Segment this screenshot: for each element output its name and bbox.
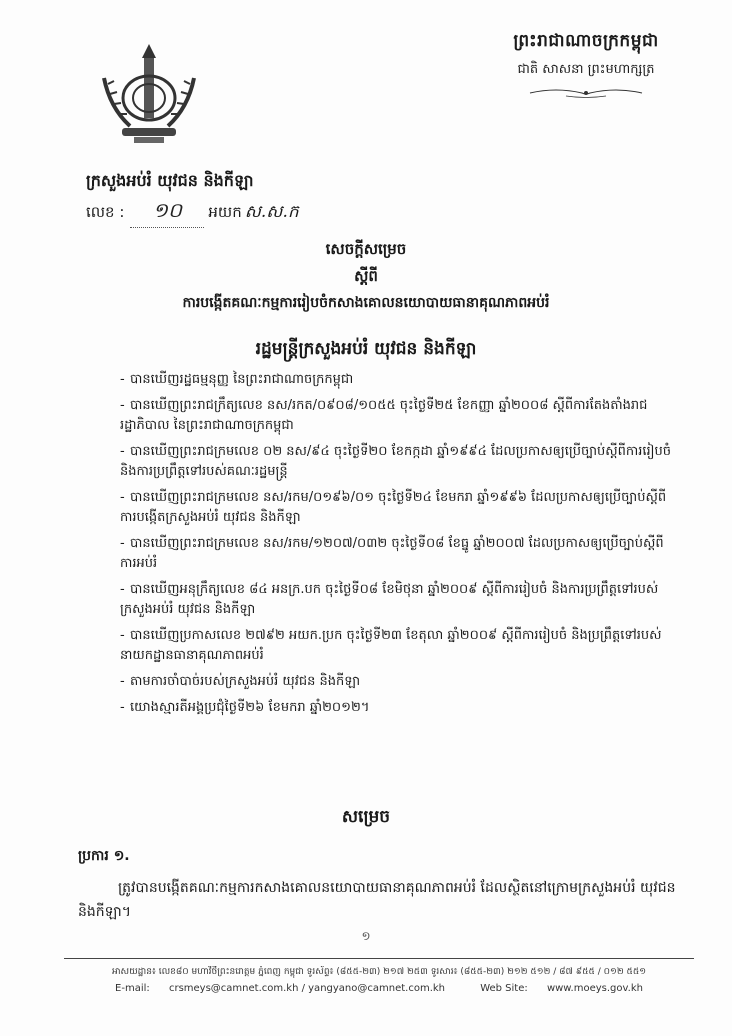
- national-motto: ជាតិ សាសនា ព្រះមហាក្សត្រ: [517, 62, 655, 77]
- footer-divider: [64, 958, 694, 959]
- list-item: - យោងស្មារតីអង្គប្រជុំថ្ងៃទី២៦ ខែមករា ឆ្នាំ២០១២។: [120, 700, 370, 715]
- website-link[interactable]: www.moeys.gov.kh: [546, 983, 643, 994]
- list-item: - បានឃើញព្រះរាជក្រមលេខ នស/រកម/០១៩៦/០១ ចុះថ្ងៃទី២៤ ខែមករា ឆ្នាំ១៩៩៦ ដែលប្រកាសឲ្យប្រើច្បាប់ស្តីពីការបង្កើតក្រសួងអប់រំ យុវជន និងកីឡា: [120, 490, 667, 525]
- ministry-name: ក្រសួងអប់រំ យុវជន និងកីឡា: [86, 171, 254, 190]
- email-link[interactable]: crsmeys@camnet.com.kh / yangyano@camnet.com.kh: [168, 983, 445, 994]
- article-label: ប្រការ ១.: [78, 848, 130, 864]
- subject-word: ស្តីពី: [354, 267, 378, 285]
- list-item: - តាមការចាំបាច់របស់ក្រសួងអប់រំ យុវជន និងកីឡា: [120, 674, 361, 689]
- ministry-seal-icon: [94, 38, 204, 148]
- list-item: - បានឃើញរដ្ឋធម្មនុញ្ញ នៃព្រះរាជាណាចក្រកម្ពុជា: [120, 372, 354, 387]
- document-type: សេចក្តីសម្រេច: [325, 240, 407, 258]
- list-item: - បានឃើញអនុក្រឹត្យលេខ ៨៤ អនក្រ.បក ចុះថ្ងៃទី០៨ ខែមិថុនា ឆ្នាំ២០០៩ ស្តីពីការរៀបចំ និងការប្រព្រឹត្តទៅរបស់ក្រសួងអប់រំ យុវជន និងកីឡា: [120, 582, 659, 617]
- kingdom-title: ព្រះរាជាណាចក្រកម្ពុជា: [513, 31, 659, 51]
- issuing-authority: រដ្ឋមន្ត្រីក្រសួងអប់រំ យុវជន និងកីឡា: [255, 339, 477, 359]
- list-item: - បានឃើញប្រកាសលេខ ២៧៩២ អយក.ប្រក ចុះថ្ងៃទី២៣ ខែតុលា ឆ្នាំ២០០៩ ស្តីពីការរៀបចំ និងប្រព្រឹត្តទៅរបស់នាយកដ្ឋានធានាគុណភាពអប់រំ: [120, 628, 662, 663]
- kingdom-header: [486, 30, 686, 103]
- ornament-divider-icon: [486, 84, 686, 103]
- reference-number-line: [86, 197, 299, 228]
- website-label: Web Site:: [480, 983, 528, 994]
- list-item: - បានឃើញព្រះរាជក្រមលេខ នស/រកម/១២០៧/០៣២ ចុះថ្ងៃទី០៨ ខែធ្នូ ឆ្នាំ២០០៧ ដែលប្រកាសឲ្យប្រើច្បាប់ស្តីពីការអប់រំ: [120, 536, 664, 571]
- ref-handwritten: ស.ស.ក: [244, 202, 299, 222]
- page-number: ១: [361, 929, 371, 943]
- footer-contacts: [64, 983, 694, 994]
- list-item: - បានឃើញព្រះរាជក្រឹត្យលេខ នស/រកត/០៩០៨/១០៥៥ ចុះថ្ងៃទី២៥ ខែកញ្ញា ឆ្នាំ២០០៨ ស្តីពីការតែងតាំងរាជរដ្ឋាភិបាល នៃព្រះរាជាណាចក្រកម្ពុជា: [120, 398, 648, 433]
- ref-number: ១០: [130, 197, 204, 228]
- footer-address: អាសយដ្ឋាន៖ លេខ៨០ មហាវិថីព្រះនរោត្តម ភ្នំពេញ កម្ពុជា ទូរស័ព្ទ៖ (៨៥៥-២៣) ២១៧ ២៥៣ ទូរសារ៖ (៨៥៥-២៣) ២១២ ៥១២ / ៨៧ ៩៥៥ / ០១២ ៥៥១: [111, 967, 647, 977]
- ref-suffix: អយក: [208, 203, 242, 221]
- decision-heading: សម្រេច: [341, 807, 391, 827]
- list-item: - បានឃើញព្រះរាជក្រមលេខ ០២ នស/៩៤ ចុះថ្ងៃទី២០ ខែកក្កដា ឆ្នាំ១៩៩៤ ដែលប្រកាសឲ្យប្រើច្បាប់ស្តីពីការរៀបចំ និងការប្រព្រឹត្តទៅរបស់គណៈរដ្ឋមន្ត្រី: [120, 444, 672, 479]
- article-body: ត្រូវបានបង្កើតគណៈកម្មការកសាងគោលនយោបាយធានាគុណភាពអប់រំ ដែលស្ថិតនៅក្រោមក្រសួងអប់រំ យុវជន និងកីឡា។: [78, 880, 676, 920]
- preamble-clauses: [120, 370, 680, 724]
- ref-label: លេខ :: [86, 203, 125, 221]
- document-subject: ការបង្កើតគណៈកម្មការរៀបចំកសាងគោលនយោបាយធានាគុណភាពអប់រំ: [182, 295, 550, 311]
- email-label: E-mail:: [115, 983, 150, 994]
